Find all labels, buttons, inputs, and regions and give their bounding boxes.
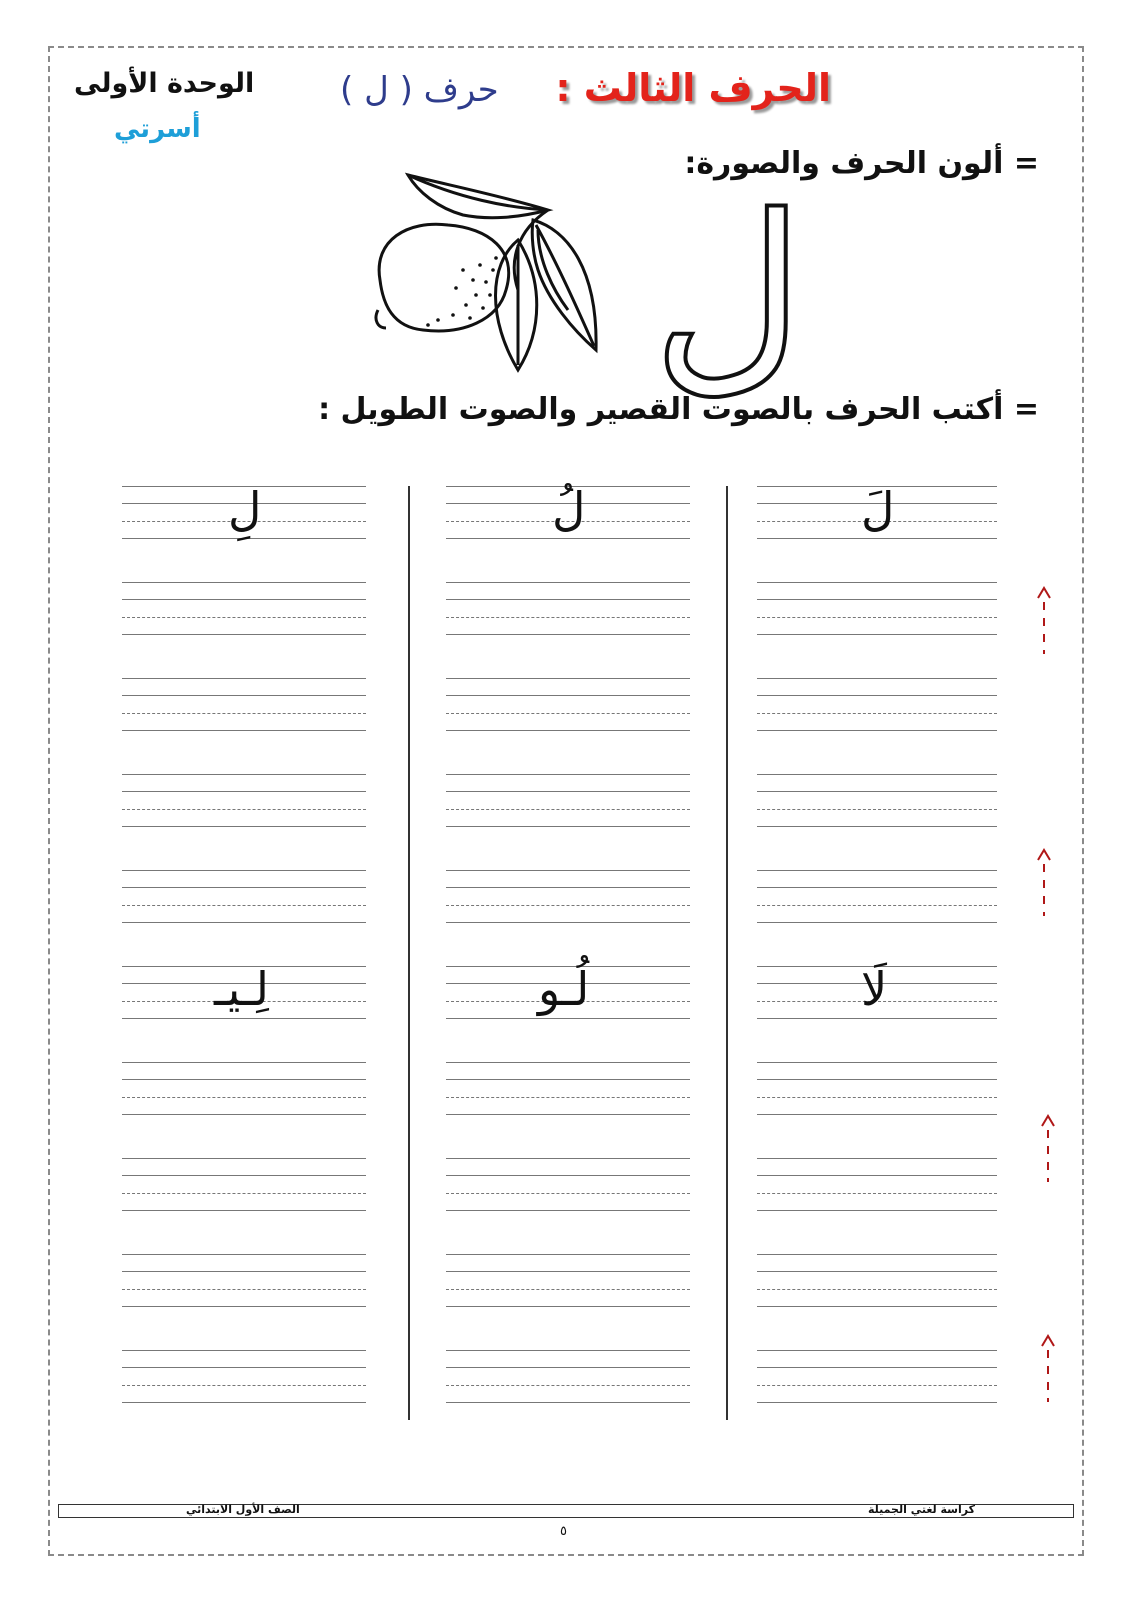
letter-title: الحرف الثالث : (555, 66, 831, 110)
column-divider (408, 486, 410, 1420)
writing-line-group[interactable] (757, 582, 997, 678)
writing-line-group[interactable] (122, 678, 366, 774)
writing-line-group[interactable] (757, 870, 997, 966)
writing-column-1 (757, 482, 997, 1446)
writing-line-group[interactable] (757, 678, 997, 774)
arrow-up-icon (1040, 1114, 1056, 1184)
color-instruction: = ألون الحرف والصورة: (684, 146, 1039, 181)
lemon-icon[interactable] (368, 170, 618, 380)
writing-line-group[interactable] (757, 1062, 997, 1158)
writing-line-group[interactable] (446, 582, 690, 678)
unit-title: الوحدة الأولى (74, 68, 255, 99)
arrow-up-icon (1040, 1334, 1056, 1404)
model-short-vowel: لَ (861, 482, 895, 536)
footer-grade: الصف الأول الابتدائي (186, 1503, 300, 1516)
writing-line-group[interactable] (757, 962, 997, 1062)
writing-line-group[interactable] (122, 1158, 366, 1254)
writing-line-group[interactable] (757, 1254, 997, 1350)
writing-line-group[interactable] (757, 482, 997, 582)
writing-line-group[interactable] (446, 774, 690, 870)
writing-line-group[interactable] (757, 774, 997, 870)
writing-line-group[interactable] (122, 1254, 366, 1350)
writing-line-group[interactable] (446, 1062, 690, 1158)
model-long-vowel: لَا (861, 962, 888, 1016)
arrow-up-icon (1036, 848, 1052, 918)
writing-line-group[interactable] (122, 870, 366, 966)
writing-line-group[interactable] (446, 870, 690, 966)
column-divider (726, 486, 728, 1420)
write-instruction: = أكتب الحرف بالصوت القصير والصوت الطويل : (318, 392, 1039, 427)
writing-line-group[interactable] (122, 1350, 366, 1446)
model-long-vowel: لِـيـ (214, 962, 269, 1016)
writing-line-group[interactable] (122, 1062, 366, 1158)
writing-line-group[interactable] (757, 1350, 997, 1446)
writing-line-group[interactable] (446, 482, 690, 582)
writing-line-group[interactable] (757, 1158, 997, 1254)
writing-line-group[interactable] (122, 482, 366, 582)
writing-column-3 (122, 482, 366, 1446)
letter-name: حرف ( ل ) (340, 70, 499, 110)
writing-column-2 (446, 482, 690, 1446)
writing-line-group[interactable] (446, 1254, 690, 1350)
big-letter-outline[interactable]: ل (652, 170, 805, 415)
footer-book-name: كراسة لغتي الجميلة (868, 1503, 975, 1516)
page-number: ٥ (560, 1524, 567, 1539)
writing-line-group[interactable] (122, 962, 366, 1062)
writing-line-group[interactable] (446, 962, 690, 1062)
model-short-vowel: لُ (552, 482, 586, 536)
writing-line-group[interactable] (446, 1158, 690, 1254)
writing-line-group[interactable] (446, 1350, 690, 1446)
arrow-up-icon (1036, 586, 1052, 656)
model-long-vowel: لُـو (538, 962, 590, 1016)
unit-subtitle: أسرتي (114, 114, 201, 144)
model-short-vowel: لِ (228, 482, 262, 536)
writing-line-group[interactable] (122, 774, 366, 870)
writing-line-group[interactable] (446, 678, 690, 774)
writing-line-group[interactable] (122, 582, 366, 678)
